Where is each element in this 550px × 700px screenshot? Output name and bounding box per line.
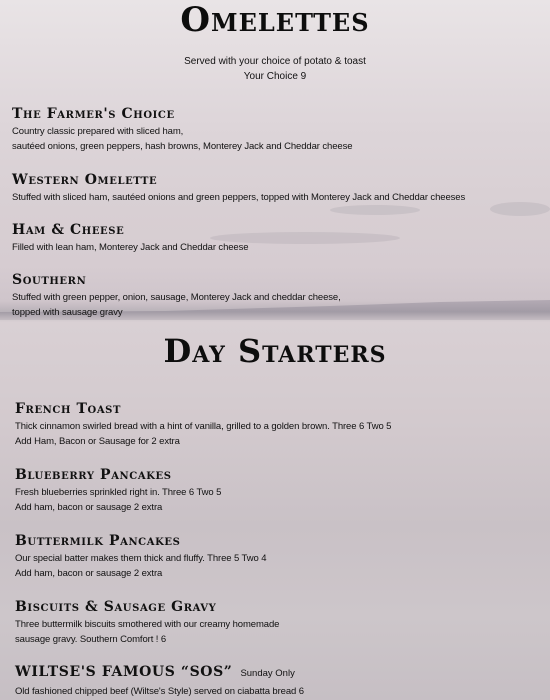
- item-name: [15, 598, 535, 616]
- item-name-text: Blueberry Pancakes: [15, 467, 172, 483]
- menu-item: [12, 171, 532, 205]
- item-description-line: Filled with lean ham, Monterey Jack and Cheddar cheese: [12, 242, 249, 253]
- item-description-line: sautéed onions, green peppers, hash browns, Monterey Jack and Cheddar cheese: [12, 141, 353, 152]
- background-cloud: [330, 205, 420, 215]
- item-name-text: Buttermilk Pancakes: [15, 533, 181, 549]
- item-description-line: Add Ham, Bacon or Sausage for 2 extra: [15, 436, 180, 447]
- item-description-line: Our special batter makes them thick and fluffy. Three 5 Two 4: [15, 553, 267, 564]
- item-description-line: Old fashioned chipped beef (Wiltse's Style) served on ciabatta bread 6: [15, 686, 304, 697]
- item-description-line: Add ham, bacon or sausage 2 extra: [15, 502, 163, 513]
- item-description-line: Fresh blueberries sprinkled right in. Three 6 Two 5: [15, 487, 222, 498]
- menu-item: [12, 105, 532, 154]
- item-description-line: topped with sausage gravy: [12, 307, 123, 318]
- menu-item: [15, 466, 535, 515]
- item-name: [15, 532, 535, 550]
- item-name: Western Omelette: [12, 172, 158, 188]
- menu-item: [15, 598, 535, 647]
- item-name: The Farmer's Choice: [12, 106, 175, 122]
- day-starters-title: Day Starters: [163, 332, 387, 370]
- item-description-line: Thick cinnamon swirled bread with a hint of vanilla, grilled to a golden brown. Three 6 Two 5: [15, 421, 392, 432]
- item-name: [15, 663, 535, 683]
- item-name: [15, 466, 535, 484]
- item-description-line: sausage gravy. Southern Comfort ! 6: [15, 634, 167, 645]
- item-description-line: Add ham, bacon or sausage 2 extra: [15, 568, 163, 579]
- item-name: [15, 400, 535, 418]
- menu-item: [12, 221, 532, 255]
- omelettes-intro-line-1: Served with your choice of potato & toast: [184, 56, 366, 67]
- menu-item: [15, 400, 535, 449]
- item-name-text: French Toast: [15, 401, 122, 417]
- item-description-line: Country classic prepared with sliced ham,: [12, 126, 184, 137]
- omelettes-title: Omelettes: [180, 0, 370, 40]
- omelettes-intro-line-2: Your Choice 9: [243, 71, 307, 82]
- menu-item: [12, 271, 532, 320]
- item-name: Ham & Cheese: [12, 222, 125, 238]
- item-name-text: Biscuits & Sausage Gravy: [15, 599, 217, 615]
- item-name: Southern: [12, 272, 87, 288]
- item-description-line: Stuffed with sliced ham, sautéed onions and green peppers, topped with Monterey Jack and Cheddar cheeses: [12, 192, 466, 203]
- item-name-text: WILTSE'S FAMOUS “SOS”: [15, 664, 233, 680]
- item-description-line: Stuffed with green pepper, onion, sausage, Monterey Jack and cheddar cheese,: [12, 292, 341, 303]
- menu-item: [15, 663, 535, 699]
- menu-item: [15, 532, 535, 581]
- item-availability-note: Sunday Only: [240, 668, 295, 679]
- item-description-line: Three buttermilk biscuits smothered with our creamy homemade: [15, 619, 280, 630]
